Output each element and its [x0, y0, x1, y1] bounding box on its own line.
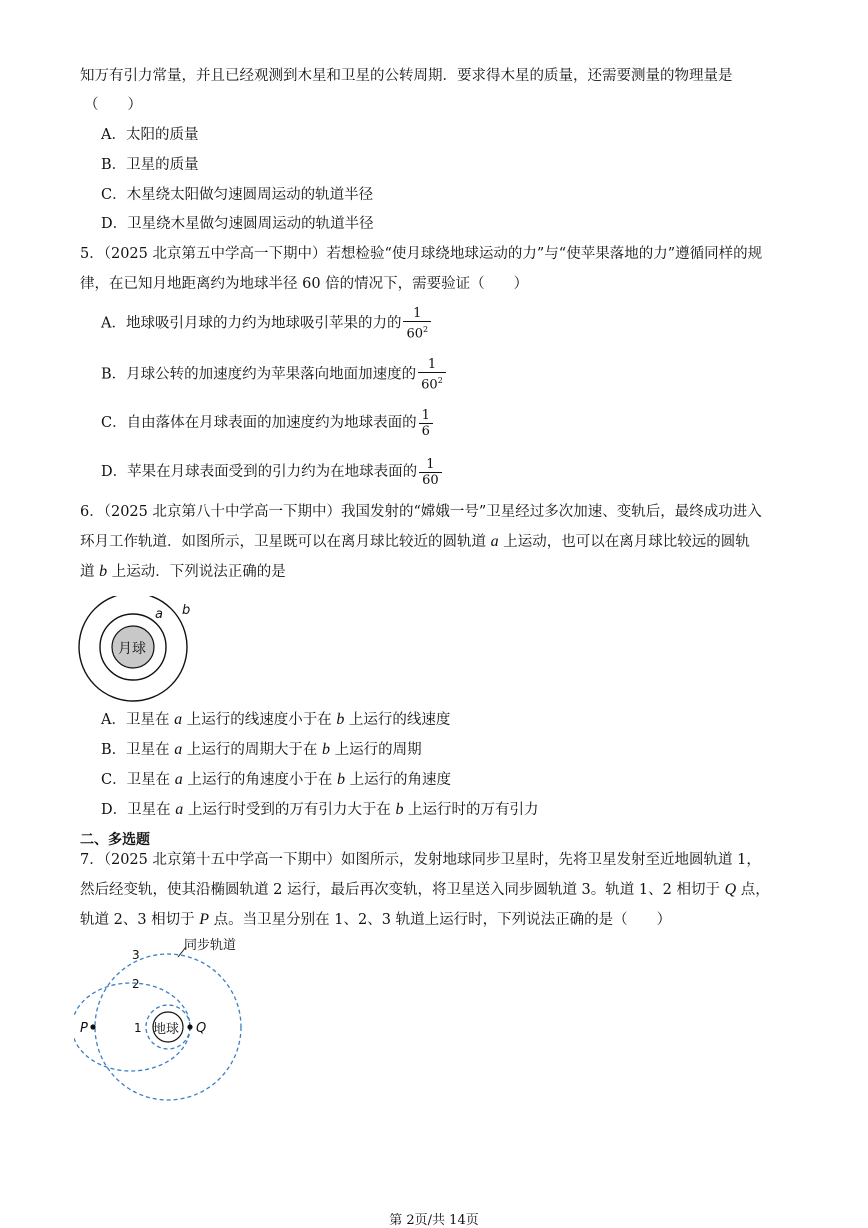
- q5-option-b-text: B．月球公转的加速度约为苹果落向地面加速度的: [101, 366, 417, 383]
- fraction-numerator: 1: [426, 456, 435, 472]
- q7-stem-line3: 轨道 2、3 相切于 P 点。当卫星分别在 1、2、3 轨道上运行时，下列说法正确的是（ ）: [80, 911, 672, 928]
- q5-option-c-text: C．自由落体在月球表面的加速度约为地球表面的: [101, 415, 417, 431]
- earth-label: 地球: [153, 1022, 180, 1037]
- q6-stem-line1: 6．（2025 北京第八十中学高一下期中）我国发射的“嫦娥一号”卫星经过多次加速、变轨后，最终成功进入: [80, 504, 762, 520]
- q6-option-d: D．卫星在 a 上运行时受到的万有引力大于在 b 上运行时的万有引力: [101, 801, 539, 818]
- q4-option-c: C．木星绕太阳做匀速圆周运动的轨道半径: [101, 187, 374, 203]
- moon-orbit-figure: [76, 596, 196, 704]
- fraction-denominator: 60: [419, 472, 442, 488]
- q7-stem-line2: 然后经变轨，使其沿椭圆轨道 2 运行，最后再次变轨，将卫星送入同步圆轨道 3。轨道 1、2 相切于 Q 点，: [80, 881, 770, 898]
- orbit-2-label: 2: [132, 977, 140, 991]
- q4-answer-paren: （ ）: [84, 97, 142, 113]
- q6-option-b: B．卫星在 a 上运行的周期大于在 b 上运行的周期: [101, 741, 422, 758]
- q5-option-b: [101, 357, 446, 392]
- q7-stem-line1: 7．（2025 北京第十五中学高一下期中）如图所示，发射地球同步卫星时，先将卫星发射至近地圆轨道 1，: [80, 852, 761, 868]
- q5-stem-line2: 律，在已知月地距离约为地球半径 60 倍的情况下，需要验证（ ）: [80, 276, 529, 292]
- fraction: [419, 408, 433, 439]
- point-q-label: Q: [196, 1021, 207, 1036]
- section-heading-multiple-choice: 二、多选题: [80, 832, 150, 848]
- fraction-denominator: $60^2$: [403, 321, 431, 341]
- orbit-1-label: 1: [134, 1021, 142, 1035]
- fraction-numerator: 1: [427, 357, 437, 372]
- point-p-marker: [90, 1024, 95, 1029]
- q4-option-d: D．卫星绕木星做匀速圆周运动的轨道半径: [101, 216, 374, 232]
- fraction: [419, 457, 442, 488]
- fraction-denominator: 6: [419, 423, 433, 439]
- q6-stem-line2: 环月工作轨道．如图所示，卫星既可以在离月球比较近的圆轨道 a 上运动，也可以在离月球比较远的圆轨: [80, 533, 750, 550]
- q5-option-d: [101, 455, 442, 489]
- q4-option-b: B．卫星的质量: [101, 157, 199, 173]
- q4-option-a: A．太阳的质量: [101, 127, 199, 143]
- sync-orbit-label: 同步轨道: [184, 938, 237, 953]
- fraction: [418, 357, 446, 392]
- orbit-b-label: b: [182, 603, 191, 618]
- page-footer: 第 2页/共 14页: [389, 1213, 479, 1228]
- q6-option-c: C．卫星在 a 上运行的角速度小于在 b 上运行的角速度: [101, 771, 452, 788]
- q6-option-a: A．卫星在 a 上运行的线速度小于在 b 上运行的线速度: [101, 711, 451, 728]
- fraction-denominator: $60^2$: [418, 372, 446, 392]
- q4-stem: 知万有引力常量，并且已经观测到木星和卫星的公转周期．要求得木星的质量，还需要测量的物理量是: [80, 68, 733, 84]
- q5-option-a: [101, 306, 431, 341]
- satellite-orbit-figure: [74, 936, 254, 1116]
- q5-option-a-text: A．地球吸引月球的力约为地球吸引苹果的力的: [101, 315, 402, 332]
- q6-stem-line3: 道 b 上运动．下列说法正确的是: [80, 563, 286, 580]
- moon-label: 月球: [118, 641, 146, 657]
- orbit-3-label: 3: [132, 948, 140, 962]
- orbit-a-label: a: [155, 607, 163, 622]
- q5-option-c: [101, 406, 433, 440]
- q5-stem-line1: 5．（2025 北京第五中学高一下期中）若想检验“使月球绕地球运动的力”与“使苹果落地的力”遵循同样的规: [80, 246, 763, 262]
- fraction-numerator: 1: [421, 407, 430, 423]
- point-q-marker: [187, 1024, 192, 1029]
- fraction-numerator: 1: [413, 306, 422, 321]
- q5-option-d-text: D．苹果在月球表面受到的引力约为在地球表面的: [101, 464, 418, 480]
- point-p-label: P: [80, 1021, 88, 1036]
- fraction: [403, 306, 431, 341]
